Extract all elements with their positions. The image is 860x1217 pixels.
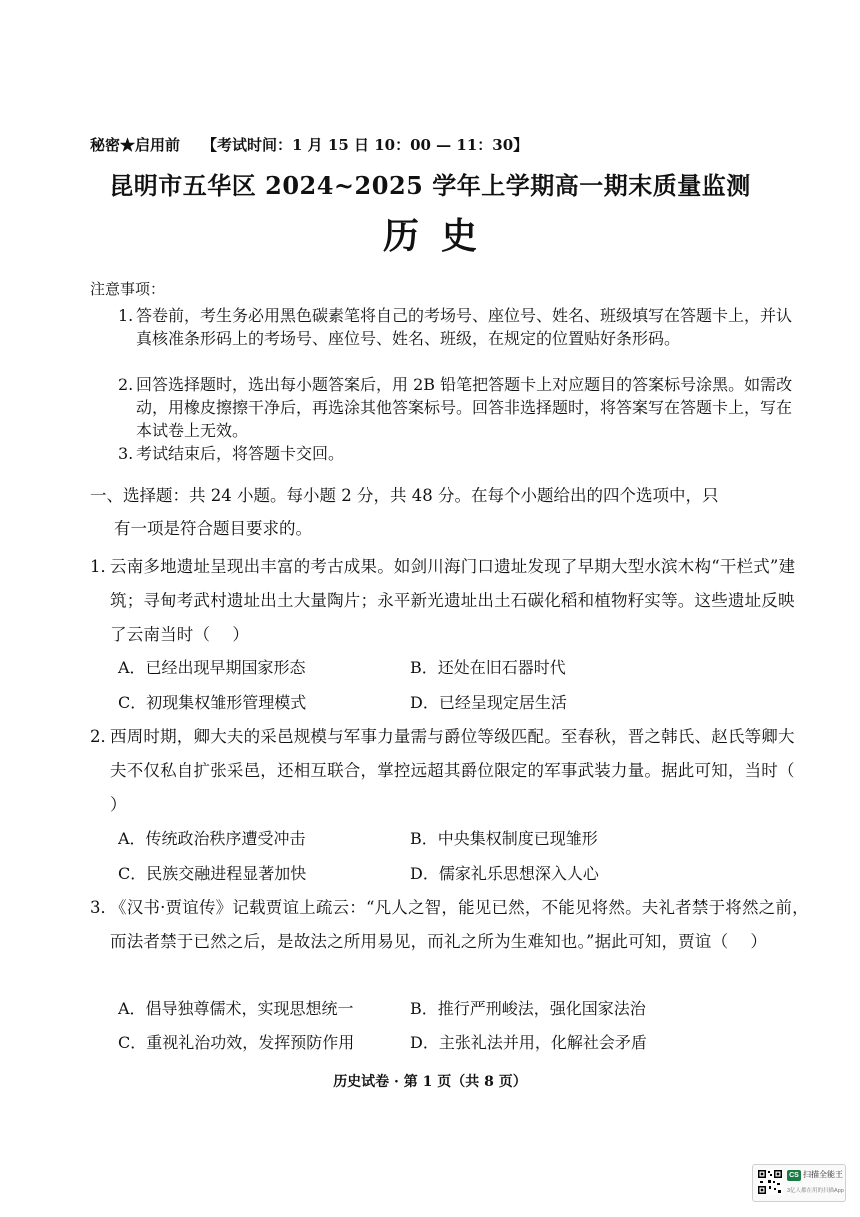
qr-code-icon [757,1169,783,1195]
question-stem: 《汉书·贾谊传》记载贾谊上疏云：“凡人之智，能见已然，不能见将然。夫礼者禁于将然之前，而法者禁于已然之后，是故法之所用易见，而礼之所为生难知也。”据此可知，贾谊（ ） [110,898,809,951]
scanner-watermark [752,1164,846,1202]
option-b: B．推行严刑峻法，强化国家法治 [410,999,646,1018]
section-line-2: 有一项是符合题目要求的。 [114,519,312,538]
notice-item [118,442,798,465]
confidential-label: 秘密★启用前 [90,136,181,154]
notice-number: 3. [118,444,134,463]
option-a: A．已经出现早期国家形态 [118,658,306,677]
option-b: B．还处在旧石器时代 [410,658,566,677]
camscanner-logo-icon: CS [787,1170,801,1181]
page-footer: 历史试卷 · 第 1 页（共 8 页） [333,1074,527,1090]
exam-time: 【考试时间：1 月 15 日 10：00 — 11：30】 [202,136,529,154]
question-1 [90,550,810,652]
notice-number: 2. [118,375,134,394]
question-2 [90,720,817,822]
confidential-line [90,134,528,155]
section-line-1: 一、选择题：共 24 小题。每小题 2 分，共 48 分。在每个小题给出的四个选项中，只 [90,486,719,505]
question-number: 1． [90,557,117,576]
question-stem: 云南多地遗址呈现出丰富的考古成果。如剑川海门口遗址发现了早期大型水滨木构“干栏式”建筑；寻甸考武村遗址出土大量陶片；永平新光遗址出土石碳化稻和植物籽实等。这些遗址反映了云南当时（ ） [110,557,796,644]
scanner-tagline: 3亿人都在用的扫描App [787,1188,844,1194]
notice-text: 回答选择题时，选出每小题答案后，用 2B 铅笔把答题卡上对应题目的答案标号涂黑。如需改动，用橡皮擦擦干净后，再选涂其他答案标号。回答非选择题时，将答案写在答题卡上，写在本试卷上无效。 [136,375,793,440]
scanner-app-name: 扫描全能王 [803,1170,843,1179]
option-c: C．初现集权雏形管理模式 [118,693,307,712]
option-b: B．中央集权制度已现雏形 [410,829,598,848]
option-c: C．民族交融进程显著加快 [118,864,307,883]
question-stem: 西周时期，卿大夫的采邑规模与军事力量需与爵位等级匹配。至春秋，晋之韩氏、赵氏等卿大夫不仅私自扩张采邑，还相互联合，掌控远超其爵位限定的军事武装力量。据此可知，当时（ ） [110,727,817,814]
question-3 [90,891,810,959]
option-d: D．儒家礼乐思想深入人心 [410,864,599,883]
option-d: D．已经呈现定居生活 [410,693,567,712]
notice-item [118,304,798,350]
notice-heading: 注意事项： [90,280,166,298]
notice-item [118,373,798,442]
exam-title: 昆明市五华区 2024~2025 学年上学期高一期末质量监测 [109,171,751,200]
section-header [90,479,810,545]
option-a: A．倡导独尊儒术，实现思想统一 [118,999,354,1018]
notice-text: 答卷前，考生务必用黑色碳素笔将自己的考场号、座位号、姓名、班级填写在答题卡上，并认真核准条形码上的考场号、座位号、姓名、班级，在规定的位置贴好条形码。 [136,306,793,348]
subject-title: 历史 [382,215,499,257]
notice-number: 1. [118,306,134,325]
notice-text: 考试结束后，将答题卡交回。 [136,444,345,463]
option-d: D．主张礼法并用，化解社会矛盾 [410,1033,647,1052]
option-c: C．重视礼治功效，发挥预防作用 [118,1033,355,1052]
question-number: 2． [90,727,117,746]
question-number: 3． [90,898,117,917]
option-a: A．传统政治秩序遭受冲击 [118,829,306,848]
